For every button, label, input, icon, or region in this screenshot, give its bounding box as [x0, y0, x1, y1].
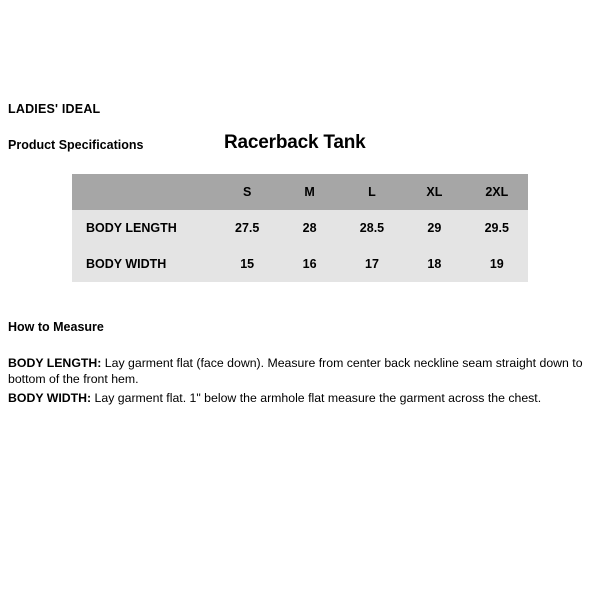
measure-instruction-body-width	[8, 390, 592, 406]
cell-body-length-l: 28.5	[359, 221, 385, 235]
measure-instruction-body-length	[8, 355, 592, 388]
table-corner-cell	[72, 174, 216, 210]
row-label-body-length: BODY LENGTH	[86, 221, 177, 235]
measure-text-body-width: Lay garment flat. 1" below the armhole flat measure the garment across the chest.	[91, 390, 542, 405]
cell-body-width-m: 16	[302, 257, 317, 271]
product-specifications-label: Product Specifications	[8, 138, 144, 152]
cell-body-width-xl: 18	[427, 257, 442, 271]
table-body	[72, 210, 528, 282]
measure-text-body-length: Lay garment flat (face down). Measure from center back neckline seam straight down to bottom of the front hem.	[8, 356, 583, 387]
table-row	[72, 210, 528, 246]
how-to-measure-body	[8, 355, 592, 408]
measure-term-body-length: BODY LENGTH:	[8, 356, 102, 370]
product-title: Racerback Tank	[224, 132, 366, 153]
measure-term-body-width: BODY WIDTH:	[8, 390, 92, 405]
row-label-body-width: BODY WIDTH	[86, 257, 167, 271]
column-header-2xl: 2XL	[485, 185, 509, 199]
table-row	[72, 246, 528, 282]
cell-body-length-xl: 29	[427, 221, 442, 235]
product-spec-header	[8, 132, 592, 161]
column-header-l: L	[368, 185, 376, 199]
table-header	[72, 174, 528, 210]
size-measurement-table	[72, 174, 528, 282]
cell-body-length-s: 27.5	[235, 221, 260, 235]
column-header-m: M	[304, 185, 315, 199]
cell-body-width-s: 15	[240, 257, 255, 271]
table-header-row	[72, 174, 528, 210]
cell-body-length-2xl: 29.5	[484, 221, 509, 235]
cell-body-width-l: 17	[365, 257, 379, 271]
column-header-xl: XL	[426, 185, 443, 199]
column-header-s: S	[243, 185, 252, 199]
brand-name: LADIES' IDEAL	[8, 102, 101, 116]
cell-body-length-m: 28	[302, 221, 317, 235]
cell-body-width-2xl: 19	[489, 257, 504, 271]
how-to-measure-heading: How to Measure	[8, 320, 104, 334]
